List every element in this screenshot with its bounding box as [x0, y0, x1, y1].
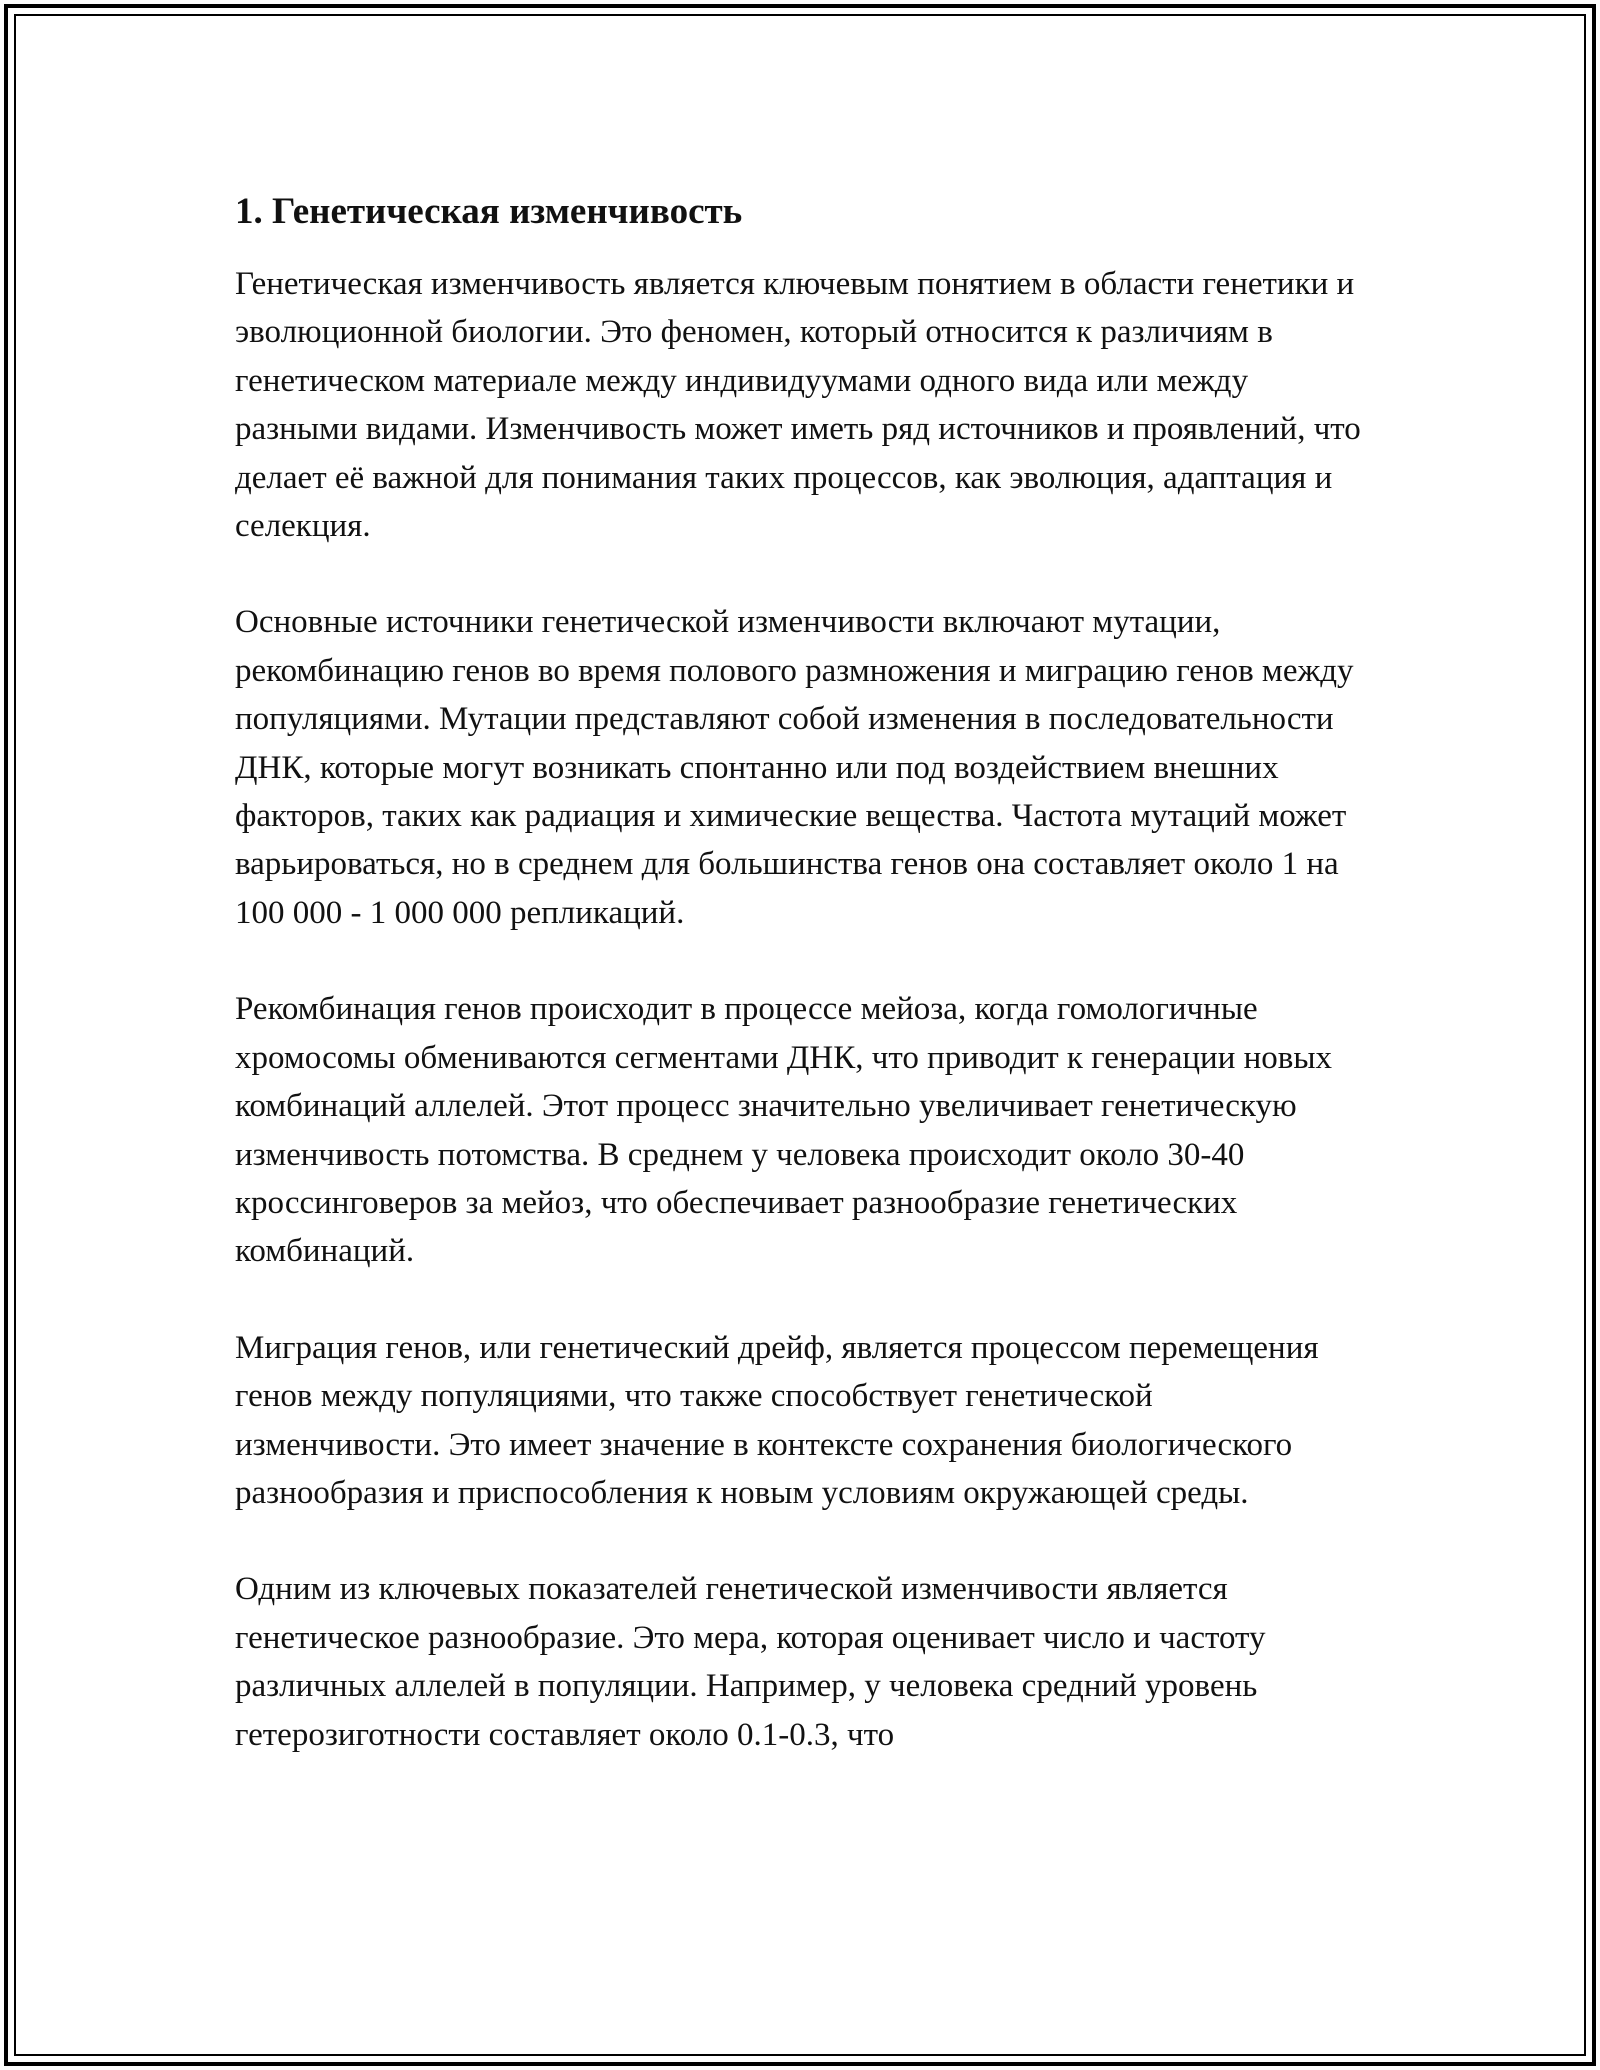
- paragraph-2: Основные источники генетической изменчивости включают мутации, рекомбинацию генов во время полового размножения и миграцию генов между популяциями. Мутации представляют собой изменения в последовательности ДНК, которые могут возникать спонтанно или под воздействием внешних факторов, таких как радиация и химические вещества. Частота мутаций может варьироваться, но в среднем для большинства генов она составляет около 1 на 100 000 - 1 000 000 репликаций.: [235, 604, 1354, 931]
- paragraph-1: Генетическая изменчивость является ключевым понятием в области генетики и эволюционной биологии. Это феномен, который относится к различиям в генетическом материале между индивидуумами одного вида или между разными видами. Изменчивость может иметь ряд источников и проявлений, что делает её важной для понимания таких процессов, как эволюция, адаптация и селекция.: [235, 266, 1361, 545]
- section-heading: 1. Генетическая изменчивость: [235, 191, 743, 232]
- paragraph-4: Миграция генов, или генетический дрейф, является процессом перемещения генов между популяциями, что также способствует генетической изменчивости. Это имеет значение в контексте сохранения биологического разнообразия и приспособления к новым условиям окружающей среды.: [235, 1329, 1319, 1511]
- document-body: [235, 186, 1365, 1807]
- paragraph-5: Одним из ключевых показателей генетической изменчивости является генетическое разнообразие. Это мера, которая оценивает число и частоту различных аллелей в популяции. Например, у человека средний уровень гетерозиготности составляет около 0.1-0.3, что: [235, 1571, 1266, 1753]
- paragraph-3: Рекомбинация генов происходит в процессе мейоза, когда гомологичные хромосомы обмениваются сегментами ДНК, что приводит к генерации новых комбинаций аллелей. Этот процесс значительно увеличивает генетическую изменчивость потомства. В среднем у человека происходит около 30-40 кроссинговеров за мейоз, что обеспечивает разнообразие генетических комбинаций.: [235, 991, 1333, 1270]
